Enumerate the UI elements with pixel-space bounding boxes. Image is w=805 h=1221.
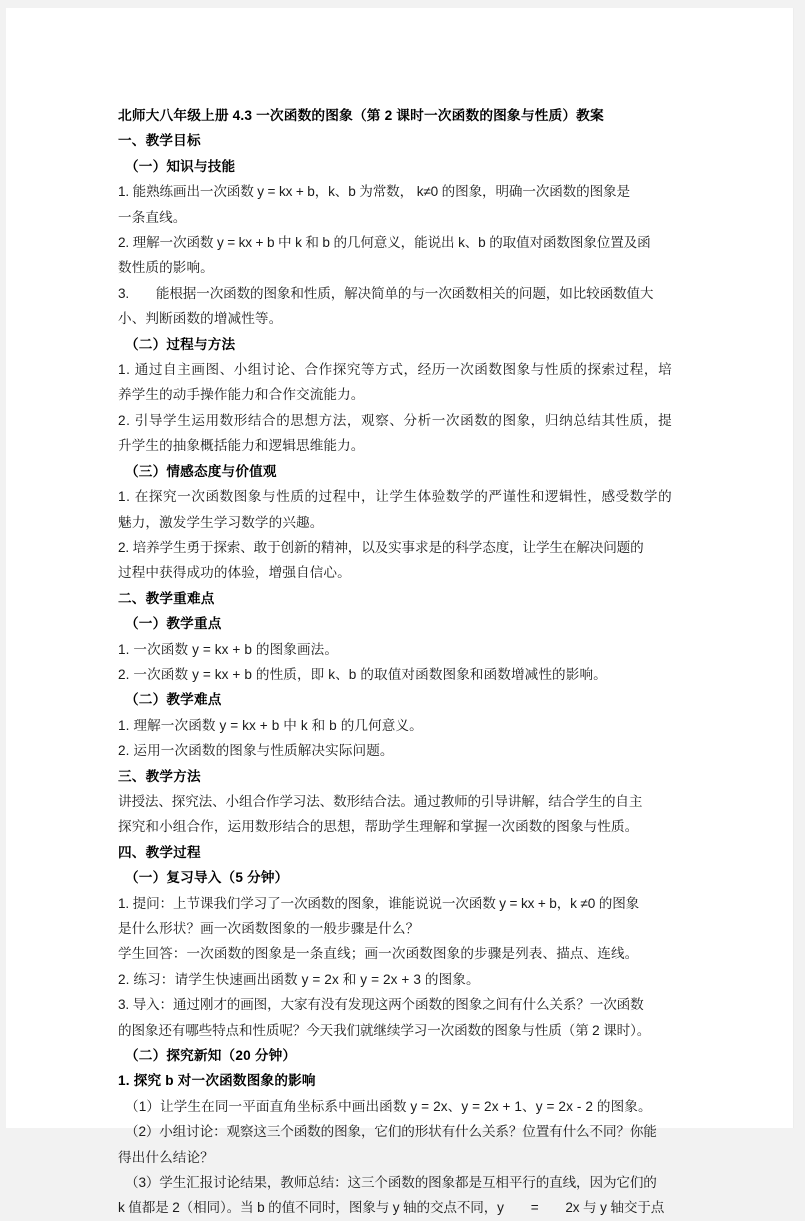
paragraph-line: 1. 在探究一次函数图象与性质的过程中，让学生体验数学的严谨性和逻辑性，感受数学的 — [118, 489, 673, 505]
heading-sub-2-2: （二）教学难点 — [125, 692, 222, 708]
paragraph-line: 2. 一次函数 y = kx + b 的性质，即 k、b 的取值对函数图象和函数增减性的影响。 — [118, 666, 607, 682]
paragraph-line: 3. 导入：通过刚才的画图，大家有没有发现这两个函数的图象之间有什么关系？一次函数 — [118, 997, 644, 1013]
document-page — [6, 8, 794, 1216]
paragraph-line: k 值都是 2（相同）。当 b 的值不同时，图象与 y 轴的交点不同，y = 2x 与 y 轴交于点 — [118, 1200, 665, 1216]
paragraph-line: 1. 理解一次函数 y = kx + b 中 k 和 b 的几何意义。 — [118, 717, 423, 733]
paragraph-line: （1）让学生在同一平面直角坐标系中画出函数 y = 2x、y = 2x + 1、y = 2x - 2 的图象。 — [125, 1098, 652, 1114]
paragraph-line: （3）学生汇报讨论结果，教师总结：这三个函数的图象都是互相平行的直线，因为它们的 — [125, 1175, 657, 1191]
document-title: 北师大八年级上册 4.3 一次函数的图象（第 2 课时一次函数的图象与性质）教案 — [118, 108, 604, 123]
paragraph-line: 得出什么结论？ — [118, 1149, 214, 1165]
paragraph-line: 3. 能根据一次函数的图象和性质，解决简单的与一次函数相关的问题，如比较函数值大 — [118, 285, 654, 301]
paragraph-line: 2. 培养学生勇于探索、敢于创新的精神，以及实事求是的科学态度，让学生在解决问题的 — [118, 539, 644, 555]
heading-sub-4-1: （一）复习导入（5 分钟） — [125, 870, 289, 886]
paragraph-line: 数性质的影响。 — [118, 260, 214, 276]
paragraph-line: （2）小组讨论：观察这三个函数的图象，它们的形状有什么关系？位置有什么不同？你能 — [125, 1124, 657, 1140]
paragraph-line: 1. 提问：上节课我们学习了一次函数的图象，谁能说说一次函数 y = kx + b，k ≠0 的图象 — [118, 895, 640, 911]
paragraph-line: 2. 引导学生运用数形结合的思想方法，观察、分析一次函数的图象，归纳总结其性质，提 — [118, 412, 673, 428]
paragraph-line: 魅力，激发学生学习数学的兴趣。 — [118, 514, 324, 530]
paragraph-line: 的图象还有哪些特点和性质呢？今天我们就继续学习一次函数的图象与性质（第 2 课时）。 — [118, 1022, 651, 1038]
paragraph-line: 小、判断函数的增减性等。 — [118, 311, 283, 327]
heading-sub-4-2: （二）探究新知（20 分钟） — [125, 1048, 297, 1064]
paragraph-line: 2. 运用一次函数的图象与性质解决实际问题。 — [118, 743, 394, 759]
paragraph-line: 2. 理解一次函数 y = kx + b 中 k 和 b 的几何意义，能说出 k、b 的取值对函数图象位置及函 — [118, 235, 651, 251]
paragraph-line: 养学生的动手操作能力和合作交流能力。 — [118, 387, 365, 403]
heading-section-4: 四、教学过程 — [118, 844, 201, 860]
paragraph-line: 学生回答：一次函数的图象是一条直线；画一次函数图象的步骤是列表、描点、连线。 — [118, 946, 639, 962]
heading-section-3: 三、教学方法 — [118, 768, 201, 784]
paragraph-line: 1. 能熟练画出一次函数 y = kx + b，k、b 为常数， k≠0 的图象，明确一次函数的图象是 — [118, 184, 630, 200]
paragraph-line: 1. 一次函数 y = kx + b 的图象画法。 — [118, 641, 339, 657]
heading-section-2: 二、教学重难点 — [118, 590, 215, 606]
paragraph-line: 升学生的抽象概括能力和逻辑思维能力。 — [118, 438, 365, 454]
paragraph-line: 一条直线。 — [118, 209, 187, 225]
heading-sub-2-1: （一）教学重点 — [125, 616, 222, 632]
heading-sub-1-3: （三）情感态度与价值观 — [125, 463, 277, 479]
heading-sub-1-1: （一）知识与技能 — [125, 158, 236, 174]
paragraph-line: 是什么形状？画一次函数图象的一般步骤是什么？ — [118, 921, 420, 936]
heading-section-1: 一、教学目标 — [118, 133, 201, 149]
heading-sub-1-2: （二）过程与方法 — [125, 336, 236, 352]
paragraph-line: 过程中获得成功的体验，增强自信心。 — [118, 565, 351, 581]
paragraph-line: 2. 练习：请学生快速画出函数 y = 2x 和 y = 2x + 3 的图象。 — [118, 971, 480, 987]
paragraph-line: 探究和小组合作，运用数形结合的思想，帮助学生理解和掌握一次函数的图象与性质。 — [118, 819, 639, 835]
paragraph-line: 讲授法、探究法、小组合作学习法、数形结合法。通过教师的引导讲解，结合学生的自主 — [118, 793, 643, 809]
paragraph-line: 1. 通过自主画图、小组讨论、合作探究等方式，经历一次函数图象与性质的探索过程，培 — [118, 362, 673, 378]
heading-activity-1: 1. 探究 b 对一次函数图象的影响 — [118, 1073, 316, 1089]
document-text-body — [118, 103, 696, 1221]
